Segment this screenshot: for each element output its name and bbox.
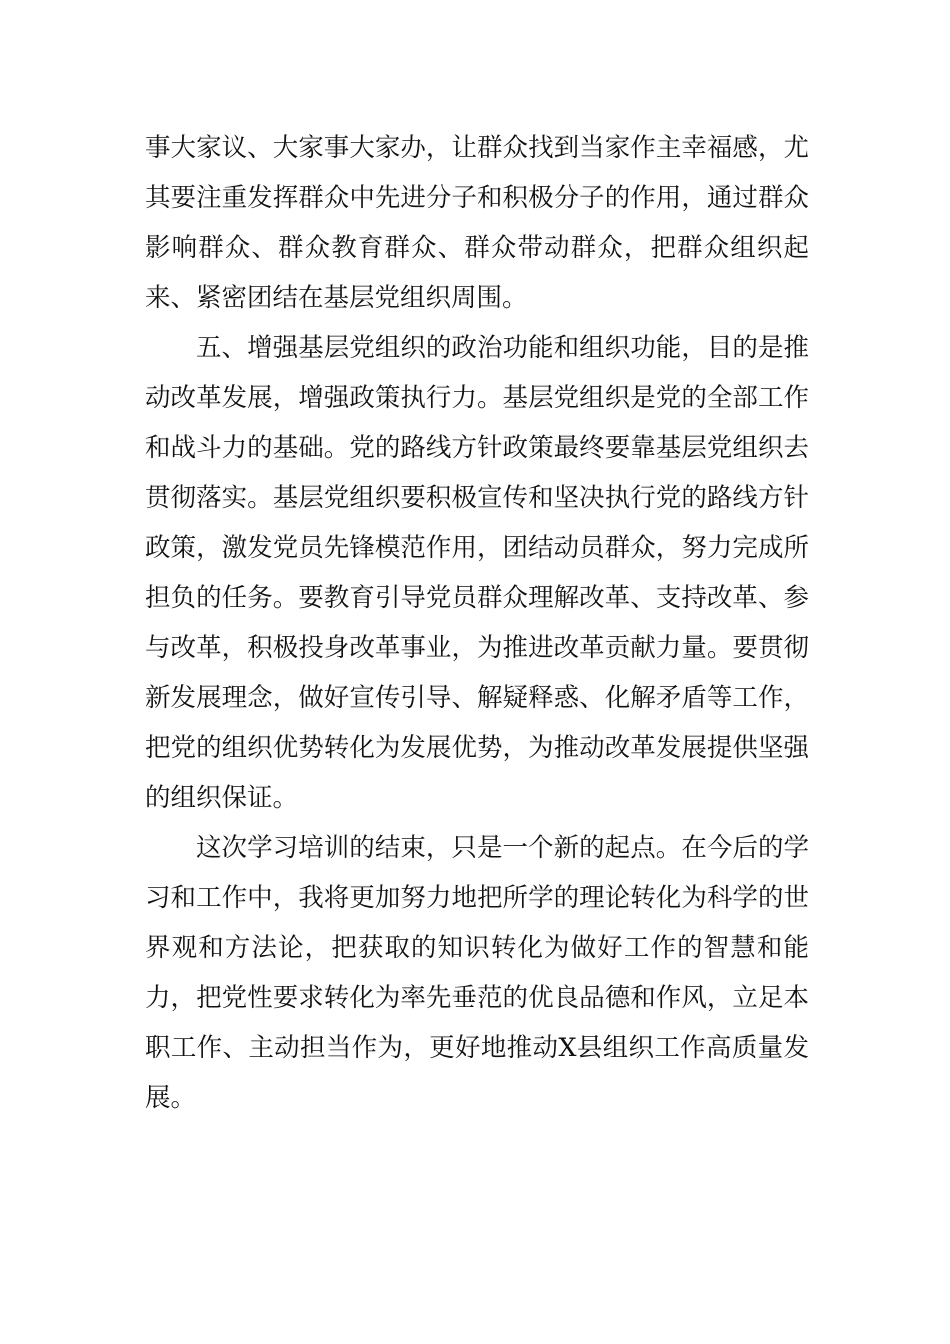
paragraph-section-five: 五、增强基层党组织的政治功能和组织功能，目的是推动改革发展，增强政策执行力。基层党组织是党的全部工作和战斗力的基础。党的路线方针政策最终要靠基层党组织去贯彻落实。基层党组织要积极宣传和坚决执行党的路线方针政策，激发党员先锋模范作用，团结动员群众，努力完成所担负的任务。要教育引导党员群众理解改革、支持改革、参与改革，积极投身改革事业，为推进改革贡献力量。要贯彻新发展理念，做好宣传引导、解疑释惑、化解矛盾等工作，把党的组织优势转化为发展优势，为推动改革发展提供坚强的组织保证。 [145, 333, 809, 813]
document-body [145, 123, 809, 1123]
paragraph-conclusion: 这次学习培训的结束，只是一个新的起点。在今后的学习和工作中，我将更加努力地把所学的理论转化为科学的世界观和方法论，把获取的知识转化为做好工作的智慧和能力，把党性要求转化为率先垂范的优良品德和作风，立足本职工作、主动担当作为，更好地推动X县组织工作高质量发展。 [145, 833, 809, 1113]
paragraph-continuation: 事大家议、大家事大家办，让群众找到当家作主幸福感，尤其要注重发挥群众中先进分子和积极分子的作用，通过群众影响群众、群众教育群众、群众带动群众，把群众组织起来、紧密团结在基层党组织周围。 [145, 133, 809, 313]
